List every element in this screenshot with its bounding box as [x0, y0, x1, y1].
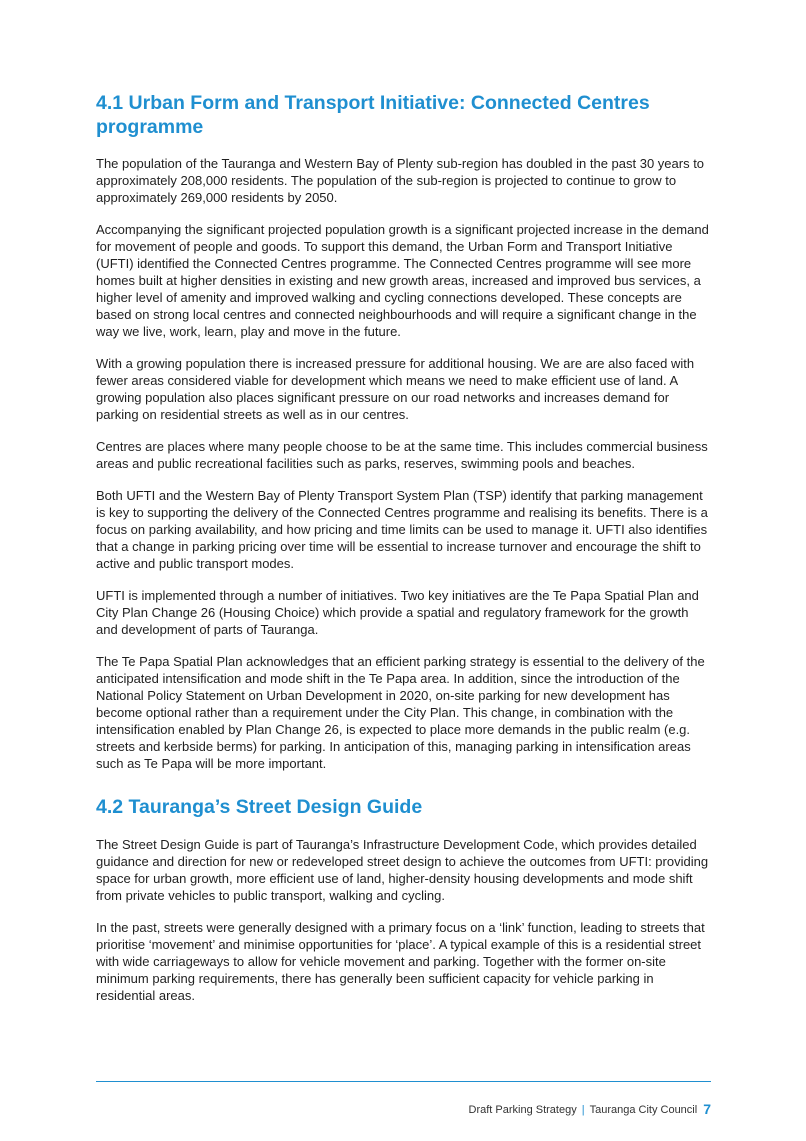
paragraph: Both UFTI and the Western Bay of Plenty Transport System Plan (TSP) identify that parking management is key to supporting the delivery of the Connected Centres programme and realising its benefits. There is a focus on parking availability, and how pricing and time limits can be used to manage it. UFTI also identifies that a change in parking pricing over time will be essential to increase turnover and encourage the shift to active and public transport modes. [96, 488, 708, 571]
paragraph: In the past, streets were generally designed with a primary focus on a ‘link’ function, leading to streets that prioritise ‘movement’ and minimise opportunities for ‘place’. A typical example of this is a residential street with wide carriageways to allow for vehicle movement and parking. Together with the former on-site minimum parking requirements, there has generally been sufficient capacity for vehicle parking in residential areas. [96, 920, 705, 1003]
paragraph: Centres are places where many people choose to be at the same time. This includes commercial business areas and public recreational facilities such as parks, reserves, swimming pools and beaches. [96, 439, 708, 471]
page-number: 7 [703, 1101, 711, 1117]
page-footer [469, 1101, 712, 1118]
footer-divider [96, 1081, 711, 1082]
footer-organisation: Tauranga City Council [589, 1104, 698, 1116]
paragraph: With a growing population there is increased pressure for additional housing. We are are also faced with fewer areas considered viable for development which means we need to make efficient use of land. A growing population also places significant pressure on our road networks and increases demand for parking on residential streets as well as in our centres. [96, 356, 695, 422]
paragraph: The population of the Tauranga and Western Bay of Plenty sub-region has doubled in the past 30 years to approximately 208,000 residents. The population of the sub-region is projected to continue to grow to approximately 269,000 residents by 2050. [96, 156, 705, 205]
paragraph: The Street Design Guide is part of Tauranga’s Infrastructure Development Code, which provides detailed guidance and direction for new or redeveloped street design to achieve the outcomes from UFTI: providing space for urban growth, more efficient use of land, higher-density housing developments and mode shift from private vehicles to public transport, walking and cycling. [96, 837, 709, 903]
footer-document-title: Draft Parking Strategy [468, 1104, 577, 1116]
section-heading-connected-centres: 4.1 Urban Form and Transport Initiative: Connected Centres programme [96, 92, 650, 138]
paragraph: UFTI is implemented through a number of initiatives. Two key initiatives are the Te Papa Spatial Plan and City Plan Change 26 (Housing Choice) which provide a spatial and regulatory framework for the growth and development of parts of Tauranga. [96, 588, 699, 637]
paragraph: Accompanying the significant projected population growth is a significant projected increase in the demand for movement of people and goods. To support this demand, the Urban Form and Transport Initiative (UFTI) identified the Connected Centres programme. The Connected Centres programme will see more homes built at higher densities in existing and new growth areas, increased and improved bus services, a higher level of amenity and improved walking and cycling connections developed. These concepts are based on strong local centres and connected neighbourhoods and will require a significant change in the way we live, work, learn, play and move in the future. [96, 222, 709, 339]
paragraph: The Te Papa Spatial Plan acknowledges that an efficient parking strategy is essential to the delivery of the anticipated intensification and mode shift in the Te Papa area. In addition, since the introduction of the National Policy Statement on Urban Development in 2020, on-site parking for new development has become optional rather than a requirement under the City Plan. This change, in combination with the intensification enabled by Plan Change 26, is expected to place more demands in the public realm (e.g. streets and kerbside berms) for parking. In anticipation of this, managing parking in intensification areas such as Te Papa will be more important. [96, 654, 705, 771]
section-heading-street-design-guide: 4.2 Tauranga’s Street Design Guide [96, 796, 423, 818]
footer-separator: | [581, 1104, 585, 1116]
page-content [96, 91, 711, 1019]
